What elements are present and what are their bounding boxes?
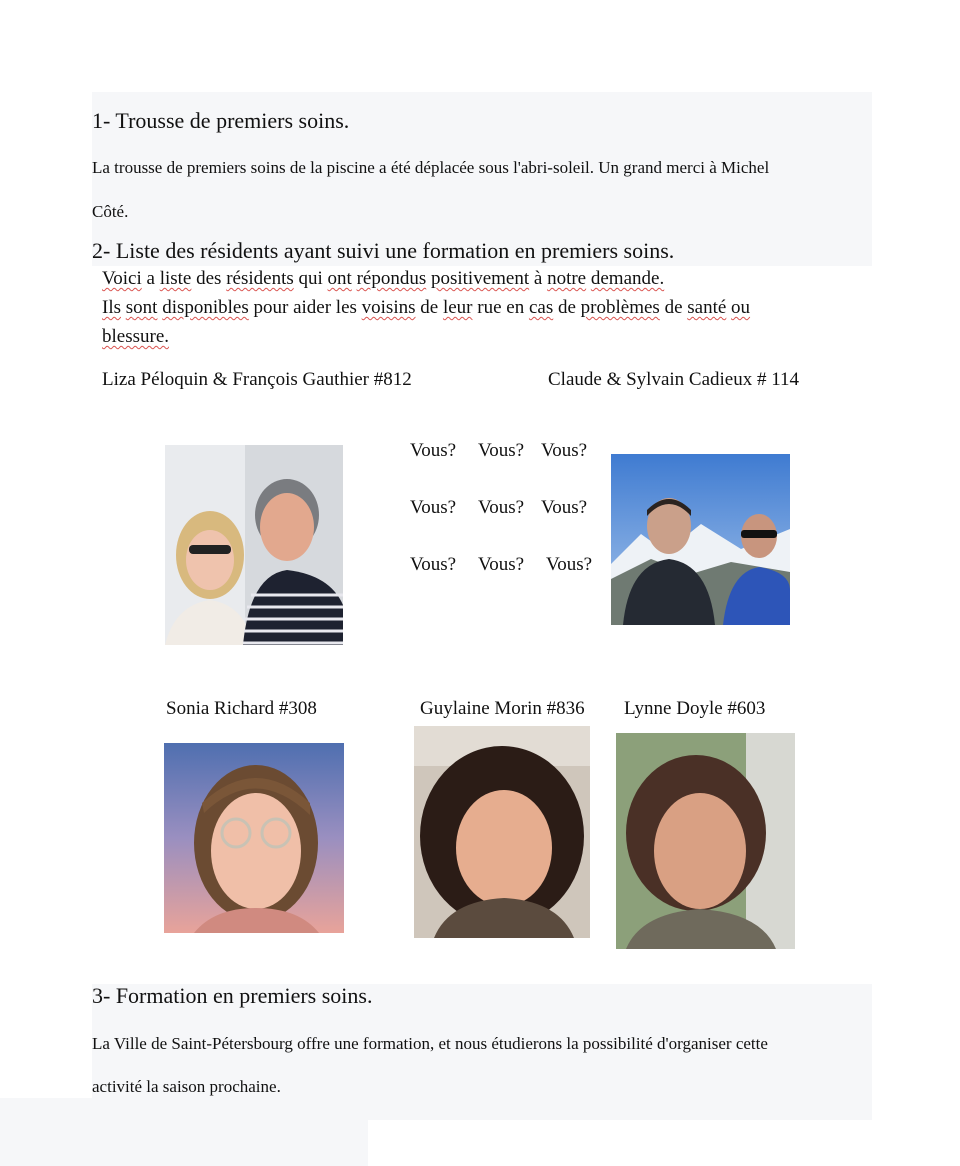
photo-guylaine bbox=[414, 726, 590, 938]
intro-word: Voici bbox=[102, 268, 142, 289]
intro-word: ont bbox=[327, 268, 352, 289]
intro-word: santé bbox=[687, 297, 727, 318]
name-claude-sylvain: Claude & Sylvain Cadieux # 114 bbox=[548, 369, 800, 390]
intro-gap: de bbox=[553, 297, 581, 318]
name-lynne: Lynne Doyle #603 bbox=[624, 698, 766, 719]
photo-sonia bbox=[164, 743, 344, 933]
photo-claude-sylvain bbox=[611, 454, 790, 625]
intro-word: ou bbox=[731, 297, 751, 318]
name-sonia: Sonia Richard #308 bbox=[166, 698, 317, 719]
vous-r1c1: Vous? bbox=[410, 440, 457, 461]
intro-line2 bbox=[102, 297, 750, 319]
intro-gap: pour aider les bbox=[248, 297, 362, 318]
vous-r2c1: Vous? bbox=[410, 497, 457, 518]
section3-heading: 3- Formation en premiers soins. bbox=[92, 983, 373, 1008]
intro-gap: des bbox=[191, 268, 227, 289]
intro-word: problèmes bbox=[580, 297, 660, 318]
section1-text-line2: Côté. bbox=[92, 202, 129, 221]
name-guylaine: Guylaine Morin #836 bbox=[420, 698, 585, 719]
intro-word: demande. bbox=[590, 268, 665, 289]
photo-lynne bbox=[616, 733, 795, 949]
intro-gap: de bbox=[415, 297, 443, 318]
name-liza-francois: Liza Péloquin & François Gauthier #812 bbox=[102, 369, 412, 390]
vous-r3c3: Vous? bbox=[546, 554, 593, 575]
intro-word: répondus bbox=[356, 268, 427, 289]
section1-text-line1: La trousse de premiers soins de la piscine a été déplacée sous l'abri-soleil. Un grand merci à Michel bbox=[92, 158, 770, 177]
section1-heading: 1- Trousse de premiers soins. bbox=[92, 108, 350, 133]
intro-word: voisins bbox=[361, 297, 416, 318]
intro-word: sont bbox=[125, 297, 158, 318]
vous-r3c1: Vous? bbox=[410, 554, 457, 575]
intro-word: Ils bbox=[102, 297, 121, 318]
intro-word: cas bbox=[528, 297, 554, 318]
intro-gap: à bbox=[529, 268, 548, 289]
intro-word: positivement bbox=[430, 268, 530, 289]
intro-word: blessure. bbox=[102, 326, 170, 347]
section2-heading: 2- Liste des résidents ayant suivi une formation en premiers soins. bbox=[92, 238, 675, 263]
intro-word: disponibles bbox=[162, 297, 249, 318]
photo-liza-francois bbox=[165, 445, 343, 645]
vous-r2c2: Vous? bbox=[478, 497, 525, 518]
intro-word: liste bbox=[159, 268, 192, 289]
intro-word: leur bbox=[442, 297, 473, 318]
vous-r1c2: Vous? bbox=[478, 440, 525, 461]
intro-word: résidents bbox=[226, 268, 294, 289]
intro-line1 bbox=[102, 268, 664, 290]
intro-gap: de bbox=[659, 297, 688, 318]
intro-line3 bbox=[102, 326, 169, 348]
footer-band bbox=[0, 1098, 368, 1166]
vous-r1c3: Vous? bbox=[541, 440, 588, 461]
intro-word: notre bbox=[547, 268, 587, 289]
intro-gap: a bbox=[141, 268, 160, 289]
vous-r2c3: Vous? bbox=[541, 497, 588, 518]
intro-gap: qui bbox=[293, 268, 328, 289]
vous-r3c2: Vous? bbox=[478, 554, 525, 575]
section3-text-line1: La Ville de Saint-Pétersbourg offre une formation, et nous étudierons la possibilité d'organiser cette bbox=[92, 1034, 768, 1053]
section3-text-line2: activité la saison prochaine. bbox=[92, 1077, 281, 1096]
intro-gap: rue en bbox=[472, 297, 529, 318]
